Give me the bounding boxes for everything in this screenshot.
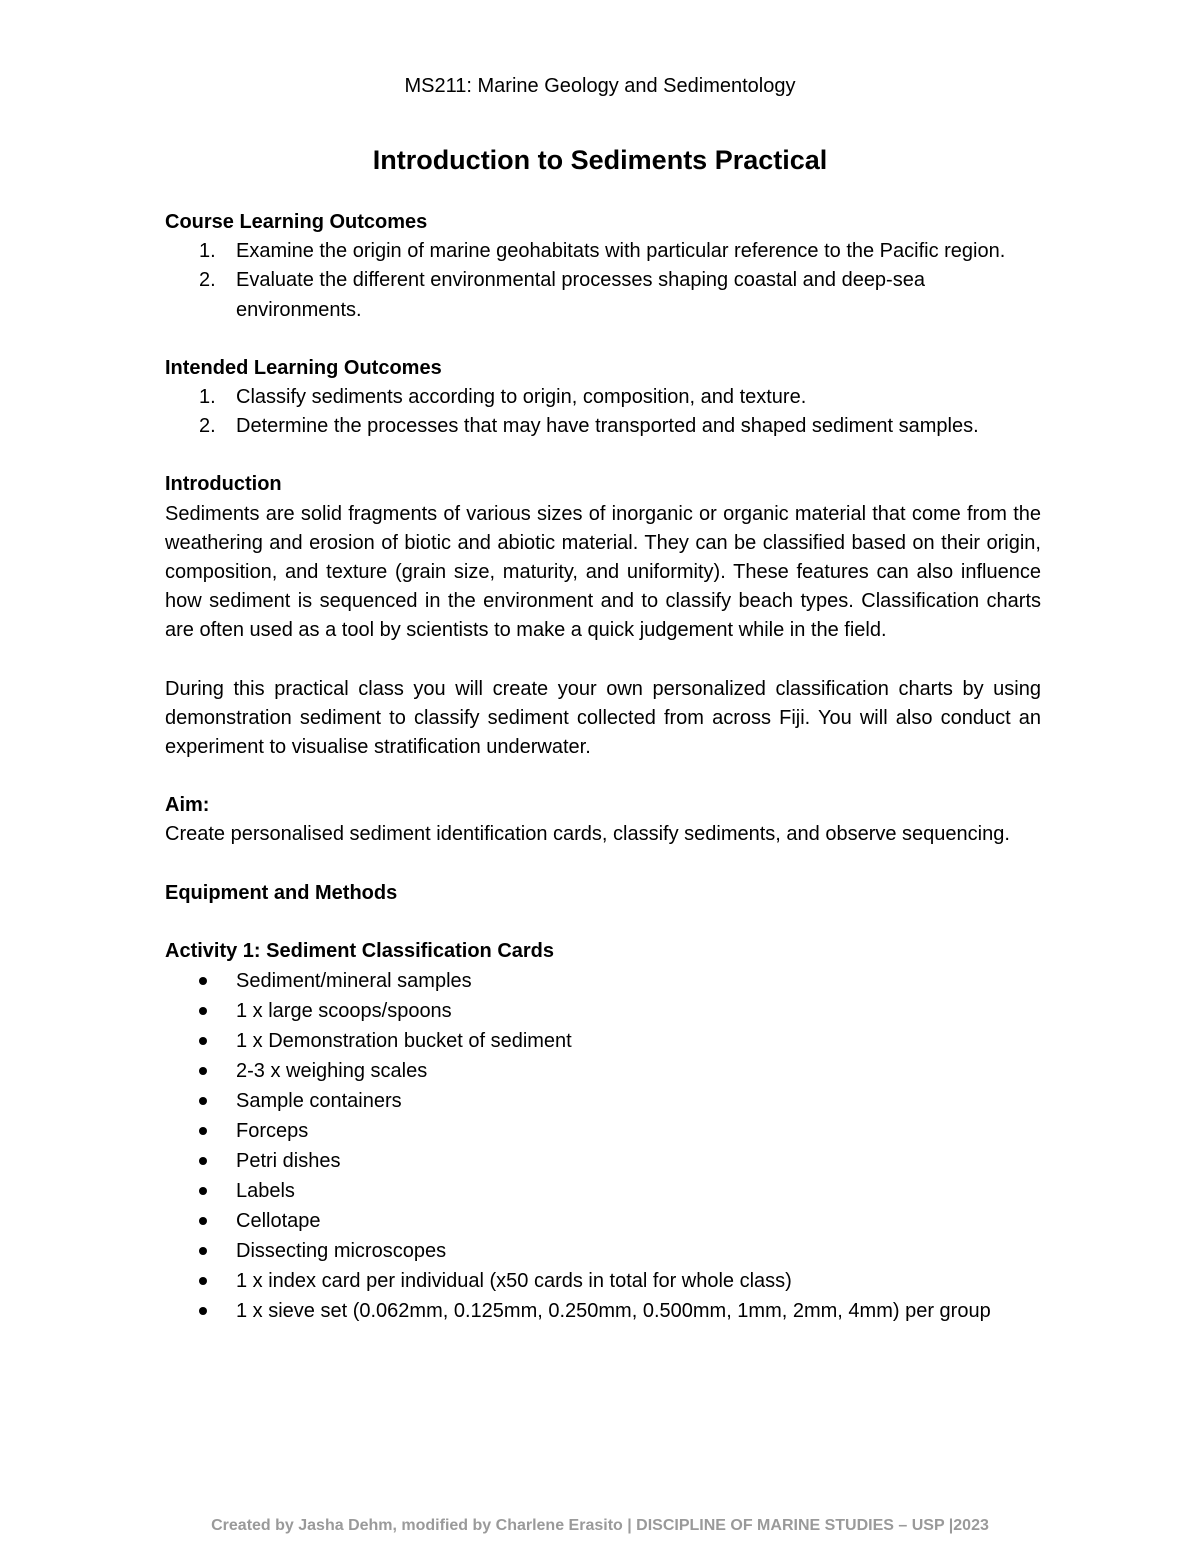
bullet-icon bbox=[199, 977, 207, 985]
list-item: 1 x large scoops/spoons bbox=[236, 996, 1041, 1026]
list-item bbox=[199, 383, 1041, 412]
document-body bbox=[165, 208, 1041, 1326]
list-number: 2. bbox=[199, 415, 216, 438]
bullet-icon bbox=[199, 1007, 207, 1015]
list-item: 2-3 x weighing scales bbox=[236, 1056, 1041, 1086]
page-title: Introduction to Sediments Practical bbox=[372, 145, 828, 175]
introduction-paragraph-1: Sediments are solid fragments of various sizes of inorganic or organic material that come from the weathering and erosion of biotic and abiotic material. They can be classified based on their origin, composition, and texture (grain size, maturity, and uniformity). These features can also influence how sediment is sequenced in the environment and to classify beach types. Classification charts are often used as a tool by scientists to make a quick judgement while in the field. bbox=[165, 502, 1041, 642]
list-item: Dissecting microscopes bbox=[236, 1236, 1041, 1266]
equipment-heading: Equipment and Methods bbox=[165, 881, 398, 904]
bullet-icon bbox=[199, 1127, 207, 1135]
introduction-heading: Introduction bbox=[165, 473, 282, 496]
list-item: Cellotape bbox=[236, 1206, 1041, 1236]
bullet-icon bbox=[199, 1277, 207, 1285]
list-item: 1 x Demonstration bucket of sediment bbox=[236, 1026, 1041, 1056]
aim-text: Create personalised sediment identification cards, classify sediments, and observe sequencing. bbox=[165, 823, 1010, 846]
bullet-icon bbox=[199, 1307, 207, 1315]
list-item: Sample containers bbox=[236, 1086, 1041, 1116]
bullet-icon bbox=[199, 1037, 207, 1045]
list-number: 1. bbox=[199, 240, 216, 263]
list-number: 2. bbox=[199, 269, 216, 292]
list-item bbox=[199, 266, 1041, 324]
aim-heading: Aim: bbox=[165, 794, 210, 817]
document-header: MS211: Marine Geology and Sedimentology bbox=[404, 75, 796, 97]
list-item-text: Evaluate the different environmental processes shaping coastal and deep-sea environments. bbox=[236, 269, 925, 321]
list-item: 1 x index card per individual (x50 cards in total for whole class) bbox=[236, 1266, 1041, 1296]
list-item bbox=[199, 412, 1041, 441]
bullet-icon bbox=[199, 1187, 207, 1195]
list-item-text: Examine the origin of marine geohabitats with particular reference to the Pacific region. bbox=[236, 240, 1006, 263]
equipment-list bbox=[165, 966, 1041, 1326]
intended-outcomes-list bbox=[165, 383, 1041, 441]
list-number: 1. bbox=[199, 386, 216, 409]
list-item-text: Classify sediments according to origin, composition, and texture. bbox=[236, 386, 807, 409]
bullet-icon bbox=[199, 1067, 207, 1075]
intended-outcomes-heading: Intended Learning Outcomes bbox=[165, 356, 442, 379]
list-item: Sediment/mineral samples bbox=[236, 966, 1041, 996]
activity-1-heading: Activity 1: Sediment Classification Cards bbox=[165, 939, 555, 962]
bullet-icon bbox=[199, 1247, 207, 1255]
list-item: Forceps bbox=[236, 1116, 1041, 1146]
list-item: 1 x sieve set (0.062mm, 0.125mm, 0.250mm, 0.500mm, 1mm, 2mm, 4mm) per group bbox=[236, 1296, 1041, 1326]
list-item bbox=[199, 237, 1041, 266]
document-footer: Created by Jasha Dehm, modified by Charlene Erasito | DISCIPLINE OF MARINE STUDIES – USP |2023 bbox=[211, 1517, 989, 1534]
course-outcomes-heading: Course Learning Outcomes bbox=[165, 211, 428, 233]
list-item: Petri dishes bbox=[236, 1146, 1041, 1176]
bullet-icon bbox=[199, 1217, 207, 1225]
bullet-icon bbox=[199, 1097, 207, 1105]
list-item-text: Determine the processes that may have transported and shaped sediment samples. bbox=[236, 415, 979, 438]
course-outcomes-list bbox=[165, 237, 1041, 325]
list-item: Labels bbox=[236, 1176, 1041, 1206]
bullet-icon bbox=[199, 1157, 207, 1165]
introduction-paragraph-2: During this practical class you will create your own personalized classification charts by using demonstration sediment to classify sediment collected from across Fiji. You will also conduct an experiment to visualise stratification underwater. bbox=[165, 677, 1041, 759]
